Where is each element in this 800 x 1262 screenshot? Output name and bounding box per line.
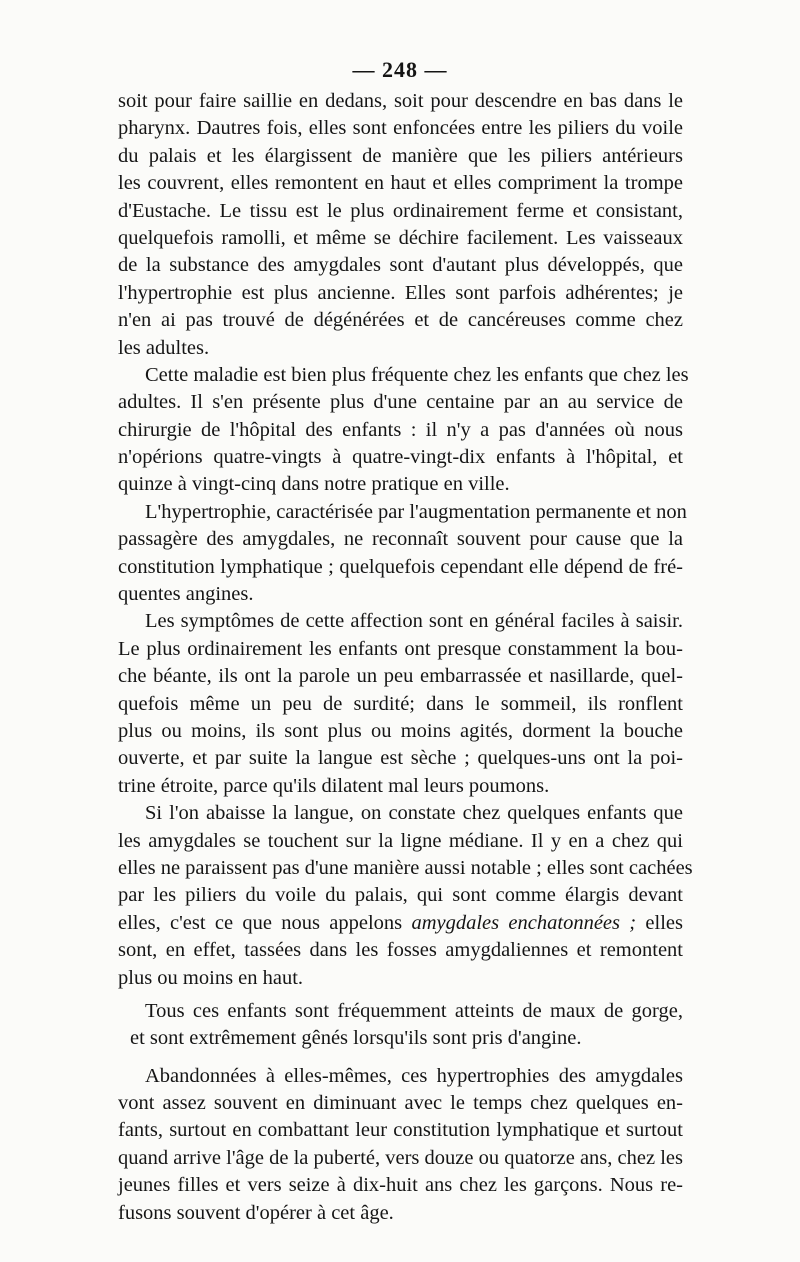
text-line: et sont extrêmement gênés lorsqu'ils sont pris d'angine.: [130, 1027, 582, 1050]
text-line-mixed: [118, 910, 683, 937]
text-line: les couvrent, elles remontent en haut et elles compriment la trompe: [118, 172, 683, 195]
paragraph: [118, 362, 689, 499]
text-line: Abandonnées à elles-mêmes, ces hypertrophies des amygdales: [145, 1064, 683, 1087]
text-line: fusons souvent d'opérer à cet âge.: [118, 1201, 394, 1224]
text-line: soit pour faire saillie en dedans, soit pour descendre en bas dans le: [118, 90, 683, 112]
text-segment: elles: [636, 911, 683, 934]
paragraph: [118, 1063, 683, 1227]
text-line: n'en ai pas trouvé de dégénérées et de cancéreuses comme chez: [118, 309, 683, 332]
text-line: plus ou moins, ils sont plus ou moins agités, dorment la bouche: [118, 719, 683, 742]
text-line: L'hypertrophie, caractérisée par l'augmentation permanente et non: [145, 500, 687, 523]
text-segment: elles, c'est ce que nous appelons: [118, 911, 412, 934]
text-line: les amygdales se touchent sur la ligne médiane. Il y en a chez qui: [118, 829, 683, 852]
text-line: Tous ces enfants sont fréquemment atteints de maux de gorge,: [145, 999, 683, 1022]
text-line: du palais et les élargissent de manière que les piliers antérieurs: [118, 144, 683, 167]
text-line: Le plus ordinairement les enfants ont presque constamment la bou-: [118, 637, 683, 660]
text-line: sont, en effet, tassées dans les fosses amygdaliennes et remontent: [118, 939, 683, 962]
text-line: chirurgie de l'hôpital des enfants : il n'y a pas d'années où nous: [118, 418, 683, 441]
text-line: quand arrive l'âge de la puberté, vers douze ou quatorze ans, chez les: [118, 1146, 683, 1169]
text-line: Les symptômes de cette affection sont en général faciles à saisir.: [145, 610, 683, 633]
text-line: l'hypertrophie est plus ancienne. Elles sont parfois adhérentes; je: [118, 281, 683, 304]
text-line: quelquefois ramolli, et même se déchire facilement. Les vaisseaux: [118, 226, 683, 249]
paragraph: [118, 88, 683, 362]
italic-term: amygdales enchatonnées ;: [411, 911, 637, 934]
paragraph: [118, 499, 687, 609]
text-line: jeunes filles et vers seize à dix-huit ans chez les garçons. Nous re-: [118, 1174, 683, 1197]
text-line: trine étroite, parce qu'ils dilatent mal leurs poumons.: [118, 774, 550, 797]
text-line: pharynx. Dautres fois, elles sont enfoncées entre les piliers du voile: [118, 117, 683, 140]
paragraph: [118, 998, 683, 1053]
page-number: — 248 —: [352, 57, 448, 82]
text-line: par les piliers du voile du palais, qui sont comme élargis devant: [118, 884, 683, 907]
text-line: ouverte, et par suite la langue est sèche ; quelques-uns ont la poi-: [118, 747, 683, 770]
text-line: elles ne paraissent pas d'une manière aussi notable ; elles sont cachées: [118, 856, 693, 879]
body-text: [118, 88, 693, 1227]
text-line: Si l'on abaisse la langue, on constate chez quelques enfants que: [145, 802, 683, 825]
text-line: les adultes.: [118, 336, 210, 359]
text-line: constitution lymphatique ; quelquefois cependant elle dépend de fré-: [118, 555, 683, 578]
text-line: che béante, ils ont la parole un peu embarrassée et nasillarde, quel-: [118, 665, 683, 688]
text-line: n'opérions quatre-vingts à quatre-vingt-dix enfants à l'hôpital, et: [118, 446, 683, 469]
paragraph: [118, 608, 683, 800]
text-line: plus ou moins en haut.: [118, 966, 304, 989]
text-line: quefois même un peu de surdité; dans le sommeil, ils ronflent: [118, 692, 683, 715]
text-line: fants, surtout en combattant leur constitution lymphatique et surtout: [118, 1119, 683, 1142]
text-line: passagère des amygdales, ne reconnaît souvent pour cause que la: [118, 528, 683, 551]
text-line: Cette maladie est bien plus fréquente chez les enfants que chez les: [145, 363, 689, 386]
text-line: d'Eustache. Le tissu est le plus ordinairement ferme et consistant,: [118, 199, 683, 222]
text-line: vont assez souvent en diminuant avec le temps chez quelques en-: [118, 1092, 683, 1115]
text-line: adultes. Il s'en présente plus d'une centaine par an au service de: [118, 391, 683, 414]
paragraph: [118, 800, 693, 992]
text-line: quentes angines.: [118, 583, 254, 606]
spacer: [118, 1053, 683, 1063]
text-line: de la substance des amygdales sont d'autant plus développés, que: [118, 254, 683, 277]
text-line: quinze à vingt-cinq dans notre pratique en ville.: [118, 473, 510, 496]
